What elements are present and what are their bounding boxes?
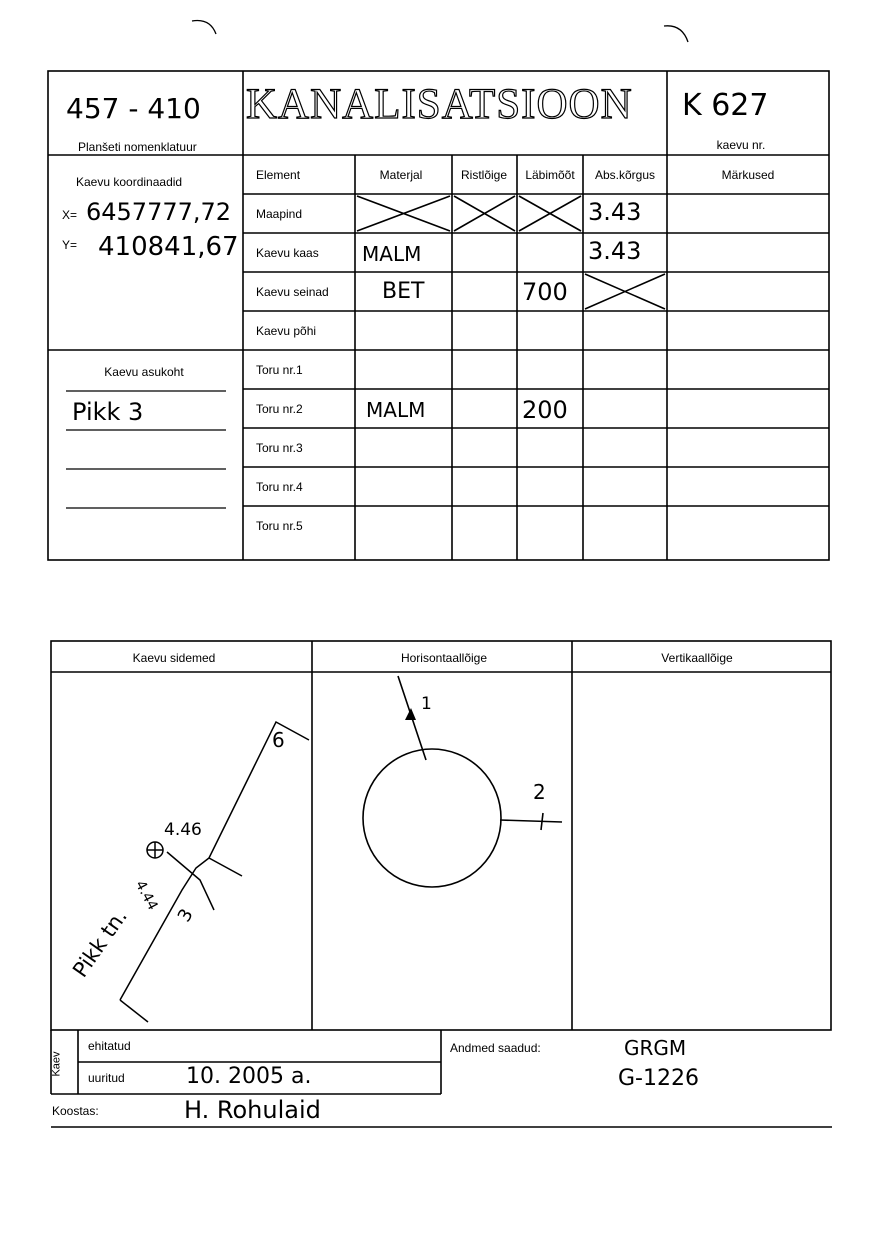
col-header-diameter: Läbimõõt <box>525 168 575 182</box>
pipe-label-2: 2 <box>533 780 546 804</box>
well-side-label: Kaev <box>50 1051 63 1077</box>
location-label: Kaevu asukoht <box>104 365 184 379</box>
y-coordinate-prefix: Y= <box>62 238 78 252</box>
surveyed-label: uuritud <box>88 1071 125 1085</box>
pipe-label-1: 1 <box>421 694 432 714</box>
coordinates-label: Kaevu koordinaadid <box>76 175 183 189</box>
tie-distance-3: 3 <box>173 905 198 926</box>
data-source-label: Andmed saadud: <box>450 1041 541 1055</box>
col-header-element: Element <box>256 168 301 182</box>
surveyed-date-value: 10. 2005 a. <box>186 1064 312 1089</box>
row-element-pipe-3: Toru nr.3 <box>256 441 303 455</box>
row-element-bottom: Kaevu põhi <box>256 324 317 338</box>
tie-distance-4-44: 4.44 <box>131 878 161 914</box>
pipe-2-material-value: MALM <box>366 398 426 422</box>
cover-material-value: MALM <box>362 242 422 266</box>
map-sheet-value: 457 - 410 <box>66 92 201 125</box>
row-element-ground: Maapind <box>256 207 303 221</box>
author-value: H. Rohulaid <box>184 1096 321 1124</box>
cover-elevation-value: 3.43 <box>588 237 642 265</box>
data-source-value-1: GRGM <box>624 1036 687 1060</box>
form-title: KANALISATSIOON <box>246 81 633 128</box>
walls-material-value: BET <box>382 279 425 304</box>
pipe-2-diameter-value: 200 <box>522 396 568 424</box>
well-number-label: kaevu nr. <box>716 138 766 152</box>
ground-elevation-value: 3.43 <box>588 198 642 226</box>
author-label: Koostas: <box>52 1104 99 1118</box>
row-element-pipe-5: Toru nr.5 <box>256 519 303 533</box>
x-coordinate-prefix: X= <box>62 208 78 222</box>
data-source-value-2: G-1226 <box>618 1066 699 1091</box>
built-label: ehitatud <box>88 1039 131 1053</box>
location-value: Pikk 3 <box>72 398 144 426</box>
walls-diameter-value: 700 <box>522 278 568 306</box>
y-coordinate-value: 410841,67 <box>98 232 239 262</box>
map-sheet-label: Planšeti nomenklatuur <box>78 140 197 154</box>
col-header-elevation: Abs.kõrgus <box>594 168 656 182</box>
ties-header: Kaevu sidemed <box>132 651 216 665</box>
street-name: Pikk tn. <box>68 904 132 982</box>
col-header-notes: Märkused <box>721 168 775 182</box>
tie-distance-4-46: 4.46 <box>164 820 202 840</box>
well-number-value: K 627 <box>682 88 769 123</box>
vertical-section-header: Vertikaallõige <box>661 651 733 665</box>
row-element-pipe-2: Toru nr.2 <box>256 402 303 416</box>
tie-distance-6: 6 <box>272 728 285 752</box>
row-element-pipe-4: Toru nr.4 <box>256 480 303 494</box>
col-header-cross-section: Ristlõige <box>460 168 508 182</box>
row-element-walls: Kaevu seinad <box>256 285 329 299</box>
col-header-material: Materjal <box>379 168 423 182</box>
x-coordinate-value: 6457777,72 <box>86 198 232 226</box>
horizontal-section-header: Horisontaallõige <box>400 651 488 665</box>
row-element-pipe-1: Toru nr.1 <box>256 363 303 377</box>
row-element-cover: Kaevu kaas <box>256 246 319 260</box>
